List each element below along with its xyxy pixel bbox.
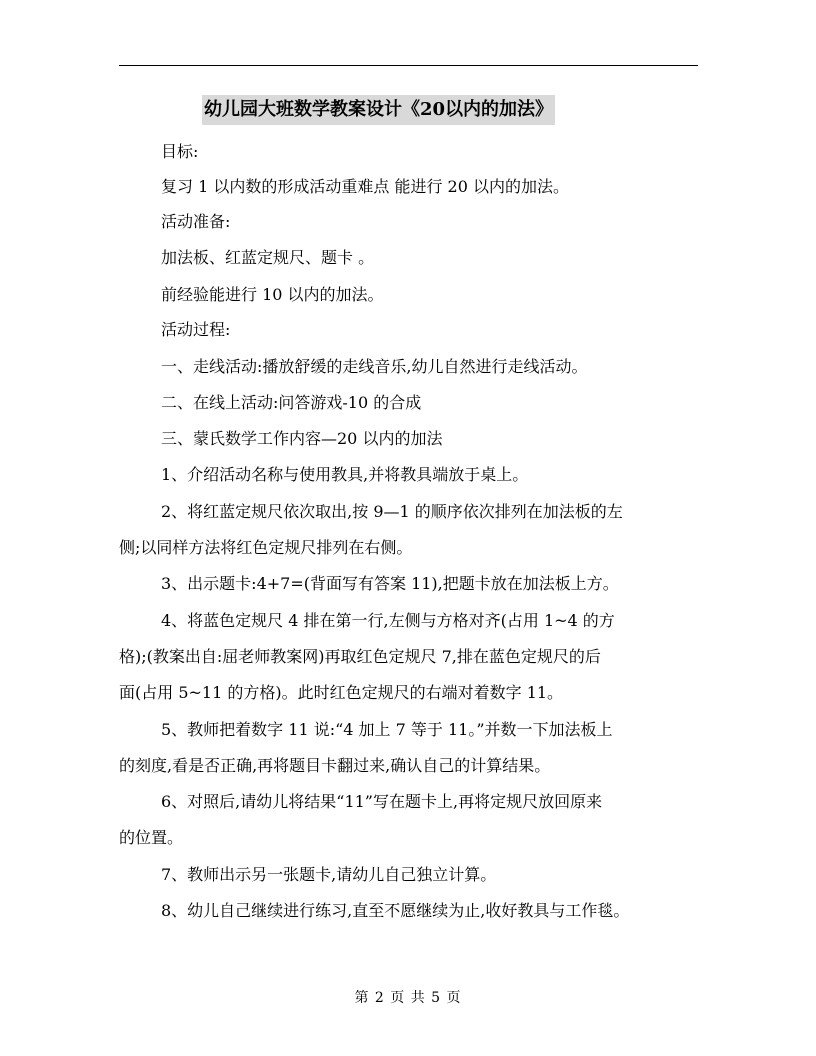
paragraph-line: 三、蒙氏数学工作内容—20 以内的加法 bbox=[161, 429, 443, 448]
paragraph-line: 7、教师出示另一张题卡,请幼儿自己独立计算。 bbox=[161, 865, 497, 884]
paragraph-line: 前经验能进行 10 以内的加法。 bbox=[161, 285, 384, 304]
paragraph-line: 加法板、红蓝定规尺、题卡 。 bbox=[161, 248, 375, 267]
paragraph-line: 2、将红蓝定规尺依次取出,按 9—1 的顺序依次排列在加法板的左 bbox=[161, 502, 623, 521]
paragraph-line: 格);(教案出自:屈老师教案网)再取红色定规尺 7,排在蓝色定规尺的后 bbox=[119, 647, 601, 666]
paragraph-line: 4、将蓝色定规尺 4 排在第一行,左侧与方格对齐(占用 1~4 的方 bbox=[161, 611, 615, 630]
page-number: 第 2 页 共 5 页 bbox=[354, 990, 462, 1006]
paragraph-line: 一、走线活动:播放舒缓的走线音乐,幼儿自然进行走线活动。 bbox=[161, 357, 588, 376]
paragraph-line: 面(占用 5~11 的方格)。此时红色定规尺的右端对着数字 11。 bbox=[119, 683, 564, 702]
paragraph-line: 5、教师把着数字 11 说:“4 加上 7 等于 11。”并数一下加法板上 bbox=[161, 720, 613, 739]
paragraph-line: 复习 1 以内数的形成活动重难点 能进行 20 以内的加法。 bbox=[161, 177, 569, 196]
paragraph-line: 的位置。 bbox=[119, 828, 184, 847]
header-rule bbox=[119, 65, 698, 66]
paragraph-line: 活动过程: bbox=[161, 320, 231, 339]
paragraph-line: 侧;以同样方法将红色定规尺排列在右侧。 bbox=[119, 538, 413, 557]
paragraph-line: 目标: bbox=[161, 142, 199, 161]
paragraph-line: 8、幼儿自己继续进行练习,直至不愿继续为止,收好教具与工作毯。 bbox=[161, 901, 630, 920]
paragraph-line: 的刻度,看是否正确,再将题目卡翻过来,确认自己的计算结果。 bbox=[119, 756, 551, 775]
document-title: 幼儿园大班数学教案设计《20以内的加法》 bbox=[202, 95, 555, 125]
paragraph-line: 二、在线上活动:问答游戏-10 的合成 bbox=[161, 393, 422, 412]
paragraph-line: 活动准备: bbox=[161, 212, 231, 231]
paragraph-line: 6、对照后,请幼儿将结果“11”写在题卡上,再将定规尺放回原来 bbox=[161, 792, 603, 811]
paragraph-line: 3、出示题卡:4+7=(背面写有答案 11),把题卡放在加法板上方。 bbox=[161, 574, 619, 593]
paragraph-line: 1、介绍活动名称与使用教具,并将教具端放于桌上。 bbox=[161, 465, 529, 484]
